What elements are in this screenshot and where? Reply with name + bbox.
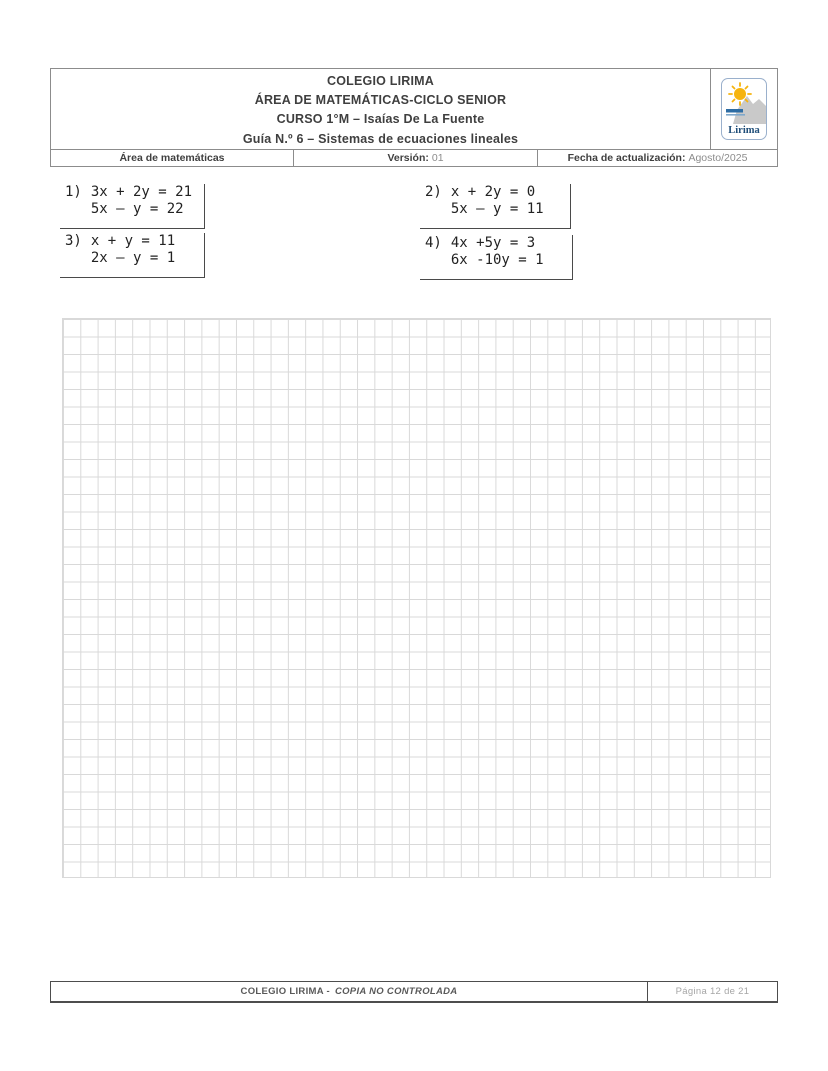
department-line: ÁREA DE MATEMÁTICAS-CICLO SENIOR — [254, 93, 507, 108]
equation-line: 6x -10y = 1 — [450, 252, 544, 268]
equation-line: x + 2y = 0 — [450, 184, 536, 200]
equation-line: x + y = 11 — [90, 233, 176, 249]
exercise-3-number: 3) — [65, 233, 82, 249]
meta-area-label: Área de matemáticas — [119, 151, 225, 164]
exercise-4-equations — [451, 235, 544, 269]
meta-area-cell — [51, 150, 293, 166]
footer-page-number: Página 12 de 21 — [647, 982, 777, 1001]
exercise-1-number: 1) — [65, 184, 82, 200]
exercise-2-equations — [451, 184, 544, 218]
meta-version-value: 01 — [431, 151, 444, 164]
meta-date-label: Fecha de actualización: — [567, 151, 686, 164]
exercise-3 — [60, 233, 205, 278]
logo-graphic — [723, 80, 766, 124]
footer-table — [50, 981, 778, 1003]
graph-grid — [62, 318, 771, 878]
logo-wordmark: Lirima — [728, 124, 760, 136]
water-lines-icon — [726, 109, 745, 116]
header-title-row — [51, 69, 777, 149]
course-line: CURSO 1°M – Isaías De La Fuente — [276, 112, 485, 127]
equation-line: 5x – y = 22 — [90, 201, 184, 217]
equation-line: 4x +5y = 3 — [450, 235, 536, 251]
sun-icon — [729, 83, 751, 105]
exercise-4 — [420, 235, 573, 280]
header-table — [50, 68, 778, 167]
exercise-2 — [420, 184, 571, 229]
meta-version-label: Versión: — [387, 151, 429, 164]
header-title-cell — [51, 69, 710, 149]
header-meta-row — [51, 149, 777, 166]
exercise-1-equations — [91, 184, 192, 218]
exercise-4-number: 4) — [425, 235, 442, 251]
footer-school-label: COLEGIO LIRIMA - — [240, 986, 330, 997]
meta-version-cell — [293, 150, 537, 166]
meta-date-value: Agosto/2025 — [688, 151, 748, 164]
equation-line: 5x – y = 11 — [450, 201, 544, 217]
exercise-2-number: 2) — [425, 184, 442, 200]
footer-main-cell — [51, 982, 647, 1001]
equation-line: 2x – y = 1 — [90, 250, 176, 266]
footer-copy-notice: COPIA NO CONTROLADA — [334, 986, 458, 997]
school-name: COLEGIO LIRIMA — [327, 74, 434, 88]
exercise-3-equations — [91, 233, 175, 267]
logo-cell — [710, 69, 777, 149]
meta-date-cell — [537, 150, 777, 166]
school-logo — [721, 78, 767, 140]
exercise-1 — [60, 184, 205, 229]
guide-title-line: Guía N.º 6 – Sistemas de ecuaciones lineales — [242, 131, 519, 146]
equation-line: 3x + 2y = 21 — [90, 184, 193, 200]
